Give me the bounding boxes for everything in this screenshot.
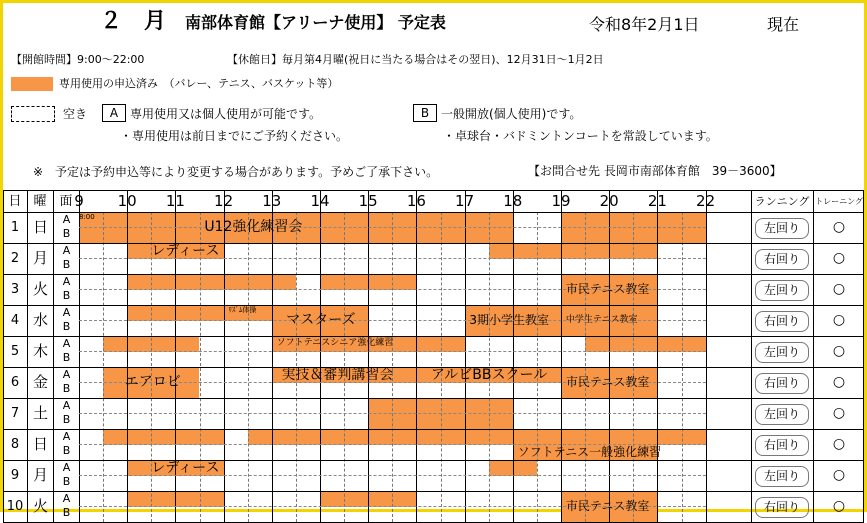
side-b-label: B — [62, 227, 71, 240]
ab-divider — [79, 351, 706, 352]
training-status: ○ — [832, 374, 846, 390]
weekday-label: 月 — [32, 249, 48, 267]
weekday-label: 火 — [32, 497, 48, 515]
contact: 【お問合せ先 長岡市南部体育館 39－3600】 — [528, 164, 782, 178]
event-label: 市民テニス教室 — [565, 282, 650, 296]
hour-gridline — [224, 190, 225, 522]
side-b-label: B — [62, 258, 71, 271]
training-status: ○ — [832, 281, 846, 297]
as-of-date: 令和8年2月1日 — [589, 15, 700, 34]
hour-gridline — [657, 190, 658, 522]
hour-label: 15 — [358, 192, 378, 210]
row-border — [3, 491, 864, 492]
day-number: 3 — [10, 282, 20, 297]
hour-gridline — [320, 190, 321, 522]
page-title: 南部体育館【アリーナ使用】 予定表 — [185, 13, 446, 32]
training-status: ○ — [832, 436, 846, 452]
weekday-label: 水 — [32, 311, 48, 329]
hour-gridline — [561, 190, 562, 522]
event-label: ソフトテニス一般強化練習 — [517, 445, 662, 459]
hour-gridline — [609, 190, 610, 522]
training-status: ○ — [832, 250, 846, 266]
day-number: 2 — [10, 251, 20, 266]
side-a-label: A — [62, 213, 71, 226]
weekday-label: 金 — [32, 373, 48, 391]
side-a-label: A — [62, 492, 71, 505]
column-border — [751, 190, 752, 522]
training-status: ○ — [832, 405, 846, 421]
free-legend: 空き — [63, 107, 88, 121]
closed-days: 【休館日】毎月第4月曜(祝日に当たる場合はその翌日)、12月31日～1月2日 — [227, 53, 604, 66]
event-label: 8:00 — [79, 213, 95, 221]
event-label: 中学生テニス教室 — [565, 315, 638, 325]
schedule-table — [3, 3, 864, 519]
notice: ※ 予定は予約申込等により変更する場合があります。予めご了承下さい。 — [33, 165, 439, 179]
row-border — [3, 429, 864, 430]
hour-label: 11 — [165, 192, 185, 210]
hour-label: 14 — [310, 192, 330, 210]
side-b-label: B — [62, 475, 71, 488]
running-direction: 右回り — [755, 373, 809, 394]
a-note: ・専用使用は前日までにご予約ください。 — [120, 129, 349, 143]
hour-label: 17 — [455, 192, 475, 210]
as-of-suffix: 現在 — [767, 15, 800, 34]
month-title: ２ 月 — [100, 9, 167, 34]
running-direction: 右回り — [755, 249, 809, 270]
hour-label: 13 — [262, 192, 282, 210]
weekday-header: 曜 — [33, 194, 47, 209]
hour-label: 16 — [406, 192, 426, 210]
ab-divider — [79, 413, 706, 414]
row-border — [3, 336, 864, 337]
side-b-label: B — [62, 444, 71, 457]
day-number: 8 — [10, 437, 20, 452]
reservation-bar — [585, 337, 706, 352]
training-status: ○ — [832, 219, 846, 235]
b-legend: 一般開放(個人使用)です。 — [441, 107, 582, 121]
hour-gridline — [368, 190, 369, 522]
row-border — [3, 243, 864, 244]
hour-gridline — [513, 190, 514, 522]
b-note: ・卓球台・バドミントンコートを常設しています。 — [443, 129, 718, 143]
side-b-label: B — [62, 382, 71, 395]
side-header: 面 — [59, 194, 73, 209]
side-b-label: B — [62, 289, 71, 302]
event-label: レディース — [151, 460, 220, 476]
weekday-label: 木 — [32, 342, 48, 360]
event-label: 市民テニス教室 — [565, 375, 650, 389]
event-label: ﾘｽﾞﾑ体操 — [228, 306, 257, 314]
running-direction: 左回り — [755, 342, 809, 363]
running-direction: 左回り — [755, 466, 809, 487]
hour-label: 19 — [551, 192, 571, 210]
running-header: ランニング — [754, 195, 810, 208]
side-a-label: A — [62, 430, 71, 443]
training-header: トレーニング — [815, 197, 863, 206]
hour-gridline — [127, 190, 128, 522]
event-label: ソフトテニスシニア強化練習 — [276, 338, 394, 348]
side-a-label: A — [62, 244, 71, 257]
training-status: ○ — [832, 312, 846, 328]
side-a-label: A — [62, 306, 71, 319]
row-border — [3, 305, 864, 306]
side-a-label: A — [62, 275, 71, 288]
weekday-label: 土 — [32, 404, 48, 422]
event-label: U12強化練習会 — [204, 219, 303, 235]
hour-gridline — [272, 190, 273, 522]
side-b-label: B — [62, 506, 71, 519]
day-number: 5 — [10, 344, 20, 359]
opening-hours: 【開館時間】9:00～22:00 — [11, 53, 145, 66]
event-label: エアロビ — [124, 374, 181, 390]
hour-label: 22 — [696, 192, 716, 210]
weekday-label: 日 — [32, 218, 48, 236]
hour-label: 12 — [214, 192, 234, 210]
reservation-bar — [489, 244, 658, 259]
row-border — [3, 460, 864, 461]
reservation-bar — [103, 430, 224, 445]
running-direction: 左回り — [755, 280, 809, 301]
hour-label: 9 — [74, 192, 84, 210]
running-direction: 左回り — [755, 404, 809, 425]
hour-gridline — [706, 190, 707, 522]
day-number: 6 — [10, 375, 20, 390]
day-number: 4 — [10, 313, 20, 328]
reserved-legend: 専用使用の申込済み （バレー、テニス、バスケット等） — [59, 77, 339, 90]
weekday-label: 月 — [32, 466, 48, 484]
weekday-label: 日 — [32, 435, 48, 453]
day-number: 10 — [6, 499, 24, 514]
training-status: ○ — [832, 498, 846, 514]
hour-label: 18 — [503, 192, 523, 210]
b-box: B — [413, 104, 437, 122]
a-legend: 専用使用又は個人使用が可能です。 — [130, 107, 322, 121]
side-b-label: B — [62, 351, 71, 364]
event-label: 3期小学生教室 — [469, 313, 550, 327]
table-top-border — [3, 190, 864, 191]
event-label: マスターズ — [286, 312, 356, 328]
hour-label: 10 — [117, 192, 137, 210]
running-direction: 右回り — [755, 311, 809, 332]
running-direction: 右回り — [755, 497, 809, 518]
side-a-label: A — [62, 337, 71, 350]
hour-gridline — [79, 190, 80, 522]
hour-label: 21 — [647, 192, 667, 210]
hour-label: 20 — [599, 192, 619, 210]
side-b-label: B — [62, 320, 71, 333]
side-a-label: A — [62, 399, 71, 412]
training-status: ○ — [832, 343, 846, 359]
hour-gridline — [416, 190, 417, 522]
side-a-label: A — [62, 461, 71, 474]
day-number: 7 — [10, 406, 20, 421]
running-direction: 左回り — [755, 218, 809, 239]
event-label: 実技＆審判講習会 — [281, 367, 394, 383]
side-b-label: B — [62, 413, 71, 426]
event-label: レディース — [151, 243, 220, 259]
day-header: 日 — [8, 194, 22, 209]
weekday-label: 火 — [32, 280, 48, 298]
reservation-bar — [127, 275, 296, 290]
side-a-label: A — [62, 368, 71, 381]
day-number: 9 — [10, 468, 20, 483]
training-status: ○ — [832, 467, 846, 483]
event-label: 市民テニス教室 — [565, 499, 650, 513]
hour-gridline — [465, 190, 466, 522]
event-label: アルビBBスクール — [430, 367, 548, 383]
day-number: 1 — [10, 220, 20, 235]
a-box: A — [102, 104, 126, 122]
reservation-bar — [248, 430, 706, 445]
row-border — [3, 274, 864, 275]
running-direction: 右回り — [755, 435, 809, 456]
ab-divider — [79, 227, 706, 228]
row-border — [3, 212, 864, 213]
row-border — [3, 398, 864, 399]
